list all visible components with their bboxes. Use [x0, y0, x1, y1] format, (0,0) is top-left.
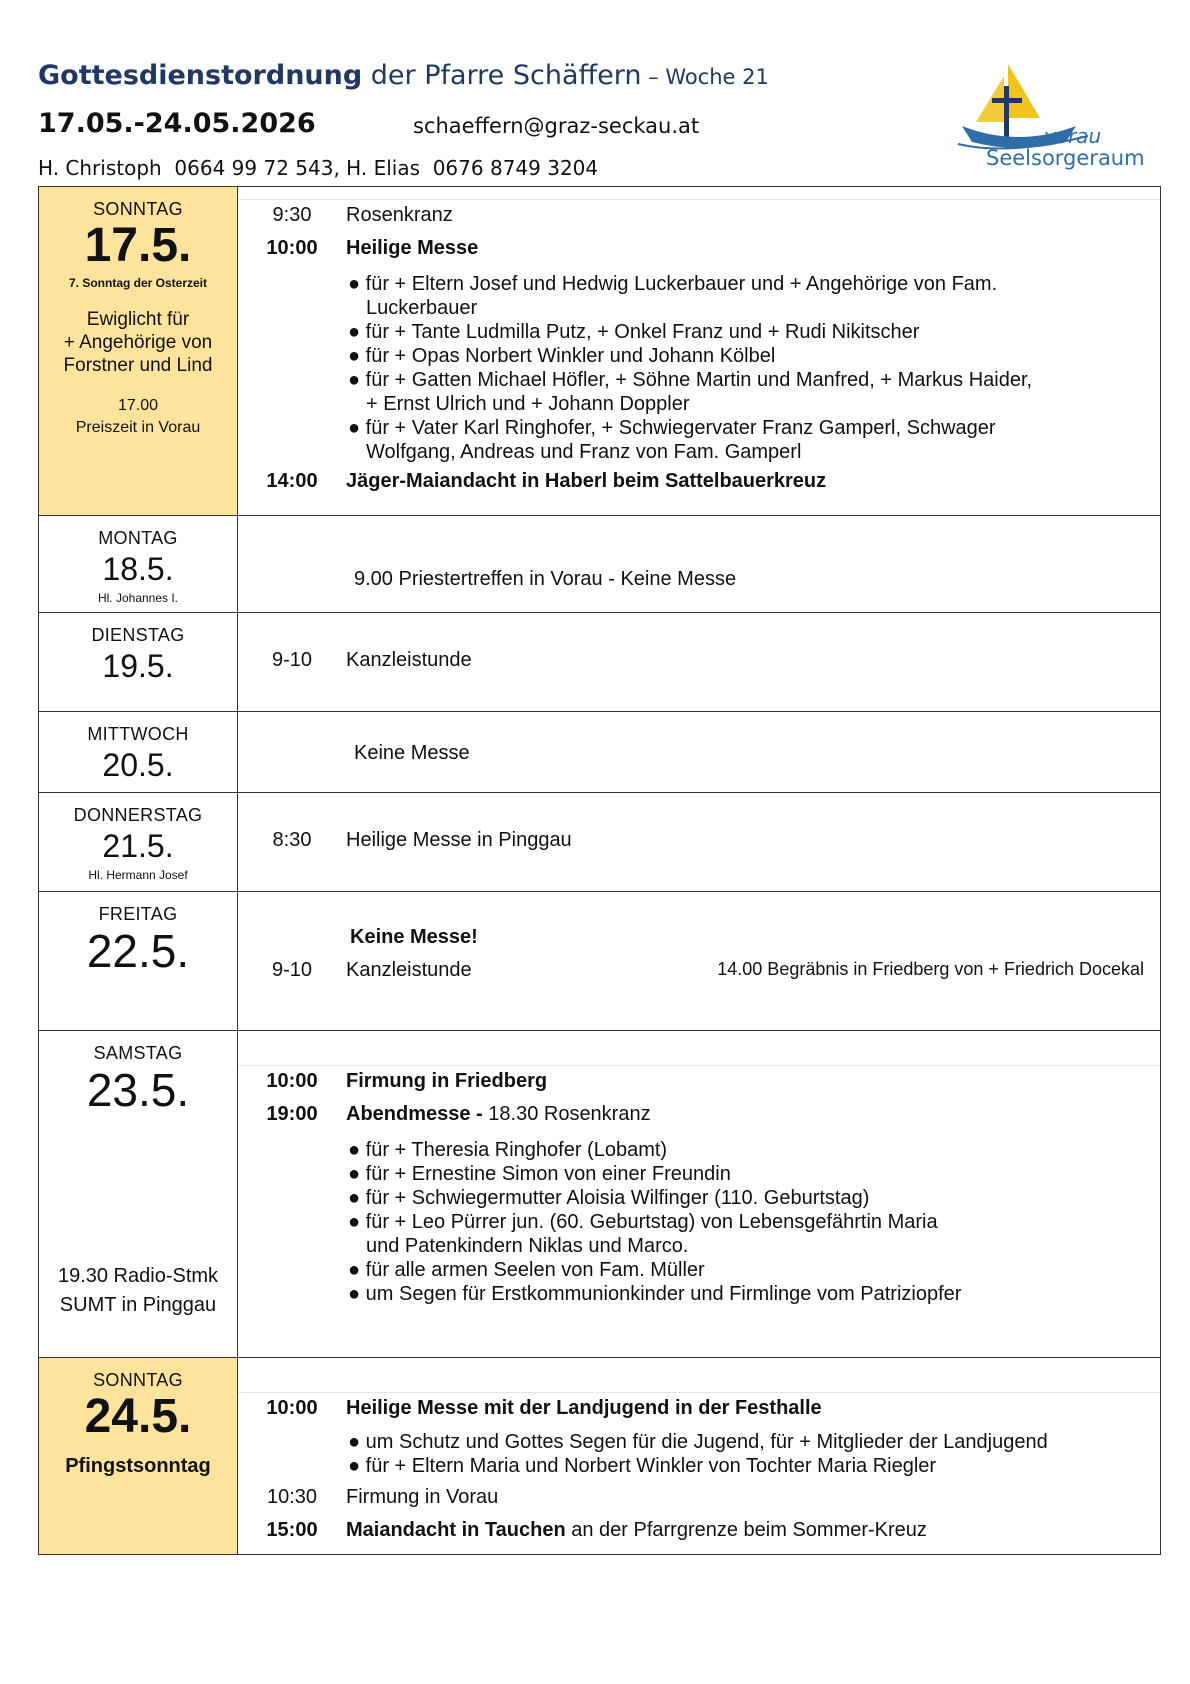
- event-time: 19:00: [266, 1103, 318, 1125]
- day-date: 17.5.: [84, 219, 192, 272]
- page-header: [38, 56, 1158, 186]
- saint-note: Hl. Johannes I.: [97, 591, 179, 605]
- day-name: SONNTAG: [93, 199, 183, 219]
- event-title: Heilige Messe: [346, 237, 479, 259]
- event-title: Rosenkranz: [346, 204, 453, 226]
- day-cell: [39, 793, 238, 892]
- event-time: 14:00: [266, 470, 318, 492]
- event-row: [238, 204, 1160, 227]
- event-title: Heilige Messe mit der Landjugend in der Festhalle: [346, 1397, 822, 1419]
- event-row: [238, 1397, 1160, 1420]
- event-row: [238, 1486, 1160, 1509]
- page-title: Gottesdienstordnung der Pfarre Schäffern – Woche 21: [38, 60, 769, 91]
- day-date: 20.5.: [102, 747, 174, 783]
- event-row: [238, 1103, 1160, 1126]
- day-cell: [39, 712, 238, 793]
- day-events: [238, 712, 1161, 793]
- event-row: [238, 1070, 1160, 1093]
- day-row-monday-18: [39, 516, 1161, 613]
- ewiglicht-note: Ewiglicht für + Angehörige von Forstner und Lind: [63, 309, 213, 376]
- intention-item: ● für + Ernestine Simon von einer Freundin: [348, 1163, 731, 1185]
- intention-item: ● für + Vater Karl Ringhofer, + Schwiegervater Franz Gamperl, Schwager: [348, 417, 996, 439]
- day-name: DIENSTAG: [91, 625, 185, 645]
- event-title: Kanzleistunde: [346, 959, 472, 981]
- event-row: [238, 649, 1160, 672]
- preiszeit-note: 17.00 Preiszeit in Vorau: [75, 397, 201, 436]
- event-title: Keine Messe!: [350, 926, 478, 948]
- day-row-saturday-23: [39, 1031, 1161, 1358]
- day-events: [238, 793, 1161, 892]
- day-row-sunday-17: [39, 187, 1161, 516]
- event-title: Jäger-Maiandacht in Haberl beim Sattelbauerkreuz: [346, 470, 827, 492]
- date-range: 17.05.-24.05.2026: [38, 108, 316, 139]
- intention-item: ● für + Tante Ludmilla Putz, + Onkel Franz und + Rudi Nikitscher: [348, 321, 920, 343]
- event-title: 9.00 Priestertreffen in Vorau - Keine Messe: [354, 568, 737, 590]
- day-events: [238, 516, 1161, 613]
- day-events: [238, 892, 1161, 1031]
- funeral-note: 14.00 Begräbnis in Friedberg von + Friedrich Docekal: [717, 959, 1144, 979]
- mass-intentions: ● für + Theresia Ringhofer (Lobamt) ● für + Ernestine Simon von einer Freundin ● für + Schwiegermutter Aloisia Wilfinger (110. Geburtstag) ● für + Leo Pürrer jun. (60. Geburtstag) von Lebensgefährtin Maria und Patenkindern Niklas und Marco. ● für alle armen Seelen von Fam. Müller ● um Segen für Erstkommunionkinder und Firmlinge vom Patriziopfer: [238, 1138, 1160, 1306]
- day-row-sunday-24: [39, 1358, 1161, 1555]
- day-cell: [39, 892, 238, 1031]
- day-name: SAMSTAG: [93, 1043, 183, 1063]
- event-time: 10:30: [266, 1486, 318, 1508]
- seelsorgeraum-logo: vorau Seelsorgeraum: [948, 56, 1148, 176]
- day-events: [238, 1031, 1161, 1358]
- intention-item: ● um Segen für Erstkommunionkinder und Firmlinge vom Patriziopfer: [348, 1283, 962, 1305]
- event-row: [238, 237, 1160, 260]
- event-time: 9-10: [271, 649, 313, 671]
- event-time: 10:00: [266, 237, 318, 259]
- intention-item: ● für + Leo Pürrer jun. (60. Geburtstag) von Lebensgefährtin Maria: [348, 1211, 938, 1233]
- intention-item: ● um Schutz und Gottes Segen für die Jugend, für + Mitglieder der Landjugend: [348, 1431, 1048, 1453]
- event-title: Abendmesse -: [346, 1103, 489, 1125]
- day-row-friday-22: [39, 892, 1161, 1031]
- day-name: SONNTAG: [93, 1370, 183, 1390]
- day-name: DONNERSTAG: [73, 805, 203, 825]
- feast-name: Pfingstsonntag: [65, 1455, 211, 1477]
- intention-item: ● für + Opas Norbert Winkler und Johann Kölbel: [348, 345, 776, 367]
- day-events: [238, 187, 1161, 516]
- day-cell: [39, 1031, 238, 1358]
- event-title: Kanzleistunde: [346, 649, 472, 671]
- event-title: Keine Messe: [354, 742, 470, 764]
- day-cell: [39, 1358, 238, 1555]
- day-date: 24.5.: [84, 1390, 192, 1443]
- day-events: [238, 613, 1161, 712]
- day-name: FREITAG: [98, 904, 178, 924]
- mass-intentions: ● für + Eltern Josef und Hedwig Luckerbauer und + Angehörige von Fam. Luckerbauer ● für + Tante Ludmilla Putz, + Onkel Franz und + Rudi Nikitscher ● für + Opas Norbert Winkler und Johann Kölbel ● für + Gatten Michael Höfler, + Söhne Martin und Manfred, + Markus Haider, + Ernst Ulrich und + Johann Doppler ● für + Vater Karl Ringhofer, + Schwiegervater Franz Gamperl, Schwager Wolfgang, Andreas und Franz von Fam. Gamperl: [238, 272, 1160, 464]
- email-link[interactable]: schaeffern@graz-seckau.at: [413, 114, 700, 138]
- day-cell: [39, 613, 238, 712]
- event-title: Maiandacht in Tauchen: [346, 1519, 566, 1541]
- intention-item: ● für + Eltern Maria und Norbert Winkler von Tochter Maria Riegler: [348, 1455, 937, 1477]
- day-row-thursday-21: [39, 793, 1161, 892]
- day-date: 22.5.: [86, 925, 190, 977]
- saint-note: Hl. Hermann Josef: [88, 868, 188, 882]
- event-title: Firmung in Vorau: [346, 1486, 499, 1508]
- intention-item: ● für + Eltern Josef und Hedwig Luckerbauer und + Angehörige von Fam.: [348, 273, 998, 295]
- event-time: 9:30: [272, 204, 312, 226]
- intention-item: ● für + Schwiegermutter Aloisia Wilfinger (110. Geburtstag): [348, 1187, 870, 1209]
- intention-item: ● für alle armen Seelen von Fam. Müller: [348, 1259, 705, 1281]
- radio-note: 19.30 Radio-Stmk SUMT in Pinggau: [57, 1265, 219, 1316]
- day-row-tuesday-19: [39, 613, 1161, 712]
- event-time: 9-10: [271, 959, 313, 981]
- schedule-table: [38, 186, 1161, 1555]
- day-date: 23.5.: [86, 1064, 190, 1116]
- day-cell: [39, 516, 238, 613]
- day-events: [238, 1358, 1161, 1555]
- day-name: MONTAG: [98, 528, 178, 548]
- event-title: Heilige Messe in Pinggau: [346, 829, 572, 851]
- day-name: MITTWOCH: [87, 724, 189, 744]
- event-extra: an der Pfarrgrenze beim Sommer-Kreuz: [565, 1519, 927, 1541]
- event-time: 10:00: [266, 1070, 318, 1092]
- day-date: 19.5.: [102, 648, 174, 684]
- event-time: 8:30: [272, 829, 312, 851]
- event-row: [238, 1519, 1160, 1542]
- event-row: [238, 829, 1160, 852]
- intention-item: ● für + Theresia Ringhofer (Lobamt): [348, 1139, 668, 1161]
- event-extra: 18.30 Rosenkranz: [488, 1103, 651, 1125]
- phone-numbers: H. Christoph 0664 99 72 543, H. Elias 0676 8749 3204: [38, 156, 599, 180]
- event-time: 10:00: [266, 1397, 318, 1419]
- event-row: [238, 470, 1160, 493]
- intention-item: ● für + Gatten Michael Höfler, + Söhne Martin und Manfred, + Markus Haider,: [348, 369, 1033, 391]
- day-date: 21.5.: [102, 828, 174, 864]
- mass-intentions: [238, 1430, 1160, 1478]
- day-date: 18.5.: [102, 551, 174, 587]
- event-time: 15:00: [266, 1519, 318, 1541]
- event-row: [238, 959, 1160, 982]
- day-cell: [39, 187, 238, 516]
- liturgical-note: 7. Sonntag der Osterzeit: [68, 276, 208, 290]
- event-title: Firmung in Friedberg: [346, 1070, 548, 1092]
- day-row-wednesday-20: [39, 712, 1161, 793]
